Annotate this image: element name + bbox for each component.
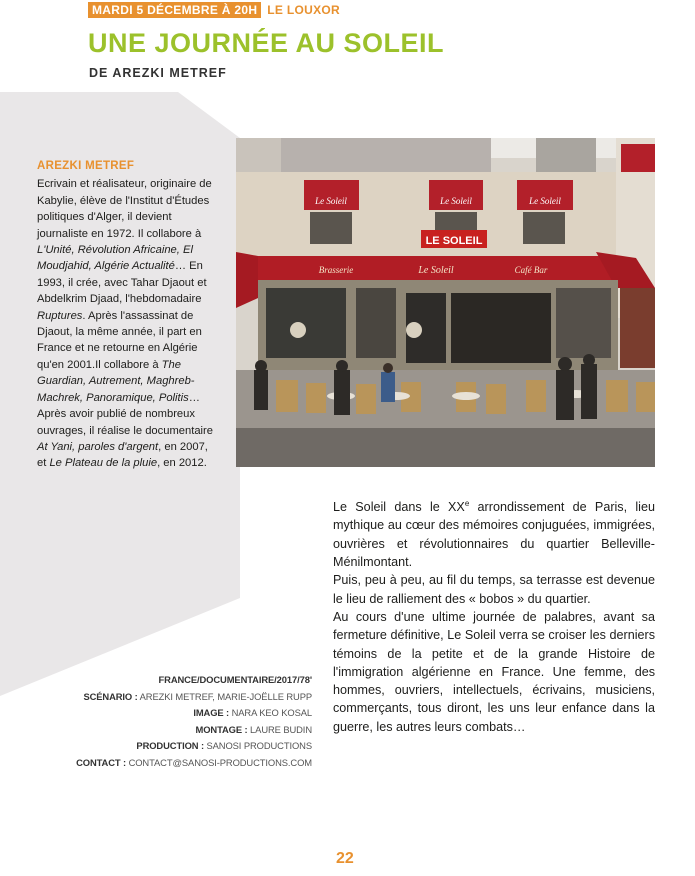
awning-mid-text: Le Soleil [440, 196, 472, 206]
credits-image [76, 705, 312, 722]
awning-right-text: Le Soleil [529, 196, 561, 206]
bio-publications-1: L'Unité, Révolution Africaine, El Moudjahid, Algérie Actualité [37, 244, 193, 273]
credits-scenario-label: SCÉNARIO : [83, 690, 138, 702]
film-title: UNE JOURNÉE AU SOLEIL [88, 28, 445, 58]
cafe-sign: LE SOLEIL [425, 235, 483, 247]
credits-montage-label: MONTAGE : [195, 723, 248, 735]
credits-image-label: IMAGE : [193, 707, 230, 718]
bio-text-2: … En 1993, il crée, avec Tahar Djaout et Abdelkrim Djaad, l'hebdomadaire [37, 260, 207, 306]
credits-scenario [76, 689, 312, 706]
bio-text-6: , en 2012. [157, 457, 207, 470]
bio-publications-2: The Guardian, Autrement, Maghreb-Machrek, Panoramique, Politis [37, 358, 195, 404]
bio-text-5: , en 2007, et [37, 440, 208, 470]
credits-contact-value[interactable]: CONTACT@SANOSI-PRODUCTIONS.COM [126, 756, 312, 768]
synopsis-p1-sup: e [464, 499, 470, 508]
film-synopsis [333, 495, 655, 736]
synopsis-p1-b: arrondissement de Paris, lieu mythique au cœur des mémoires conjuguées, immigrées, ouvrières et révolutionnaires du quartier Belleville-Ménilmontant. [333, 500, 655, 570]
credits-image-value: NARA KEO KOSAL [229, 707, 312, 718]
credits-production-label: PRODUCTION : [136, 740, 204, 751]
awning-left-text: Le Soleil [315, 196, 347, 206]
film-credits [76, 672, 312, 771]
band-mid-text: Le Soleil [418, 265, 454, 276]
credits-format: FRANCE/DOCUMENTAIRE/2017/78' [158, 674, 312, 685]
cafe-photo [236, 138, 655, 467]
credits-scenario-value: AREZKI METREF, MARIE-JOËLLE RUPP [137, 690, 312, 702]
credits-contact-label: CONTACT : [76, 756, 127, 768]
credits-contact [76, 755, 312, 772]
venue-label: LE LOUXOR [267, 3, 340, 17]
bio-publication-ruptures: Ruptures [37, 309, 83, 322]
credits-montage-value: LAURE BUDIN [247, 723, 312, 735]
bio-text [37, 176, 217, 471]
band-left-text: Brasserie [318, 265, 354, 275]
band-right-text: Café Bar [514, 265, 548, 275]
credits-production [76, 738, 312, 755]
synopsis-p1-a: Le Soleil dans le XX [333, 500, 465, 515]
bio-film-1: At Yani, paroles d'argent [37, 440, 159, 453]
date-badge: MARDI 5 DÉCEMBRE À 20H [88, 2, 261, 18]
synopsis-paragraph-3: Au cours d'une ultime journée de palabres, avant sa fermeture définitive, Le Soleil verra se croiser les derniers témoins de la petite et de la grande Histoire de l'immigration algérienne en France. Une femme, des hommes, ouvriers, intellectuels, écrivains, musiciens, commerçants, tous diront, les uns leur enfance dans la guerre, les autres leurs combats… [333, 609, 655, 734]
bio-heading: AREZKI METREF [37, 160, 135, 172]
screening-info [88, 2, 340, 18]
page-number: 22 [336, 850, 354, 867]
credits-montage [76, 722, 312, 739]
bio-film-2: Le Plateau de la pluie [49, 457, 158, 470]
bio-text-1: Ecrivain et réalisateur, originaire de Kabylie, élève de l'Institut d'Études politiques d'Alger, il devient journaliste en 1972. Il collabore à [37, 178, 212, 240]
bio-text-4: … Après avoir publié de nombreux ouvrages, il réalise le documentaire [37, 391, 213, 437]
credits-production-value: SANOSI PRODUCTIONS [203, 740, 312, 751]
synopsis-paragraph-1 [333, 495, 655, 571]
director-bio [37, 158, 217, 472]
synopsis-paragraph-2: Puis, peu à peu, au fil du temps, sa terrasse est devenue le lieu de ralliement des « bobos » du quartier. [333, 573, 655, 606]
bio-text-3: . Après l'assassinat de Djaout, la même année, il part en France et ne retourne en Algérie qu'en 2001.Il collabore à [37, 309, 202, 371]
film-director: DE AREZKI METREF [89, 66, 227, 80]
